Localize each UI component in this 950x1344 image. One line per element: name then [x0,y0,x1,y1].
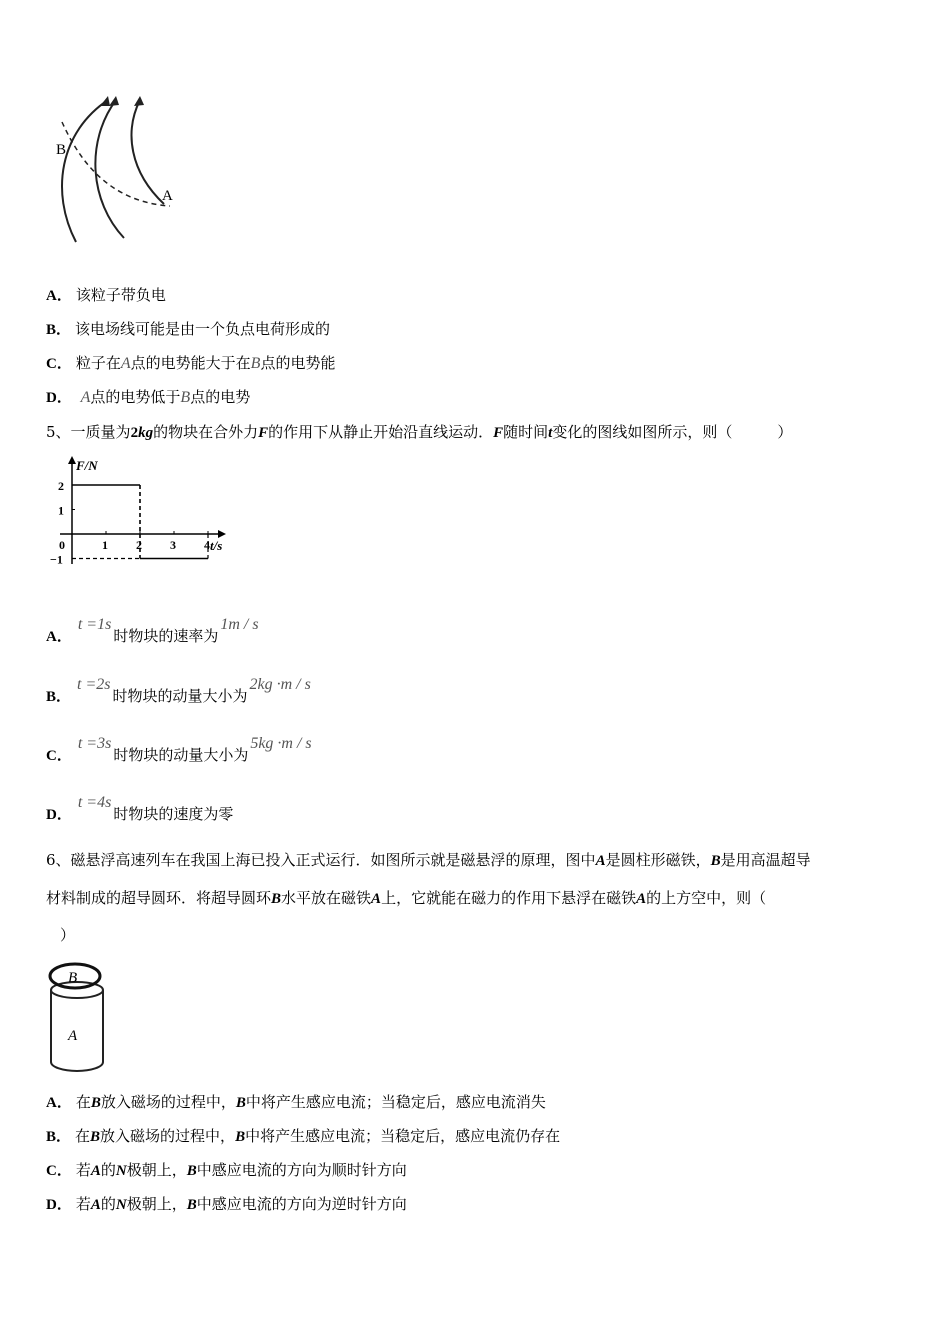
q6-stem-line2: 材料制成的超导圆环．将超导圆环B水平放在磁铁A上，它就能在磁力的作用下悬浮在磁铁A的上方空中，则（ [46,889,767,907]
q5-option-a[interactable]: A．t =1s时物块的速率为1m / s [46,616,259,645]
q6-option-c[interactable]: C． 若A的N极朝上，B中感应电流的方向为顺时针方向 [46,1161,407,1179]
label-magnet-a: A [68,1028,78,1044]
y-axis-label: F/N [76,458,98,473]
x-tick-label-1: 1 [102,538,108,552]
q5-option-c[interactable]: C．t =3s时物块的动量大小为5kg ·m / s [46,735,312,764]
x-axis-arrow [218,530,226,538]
field-lines-figure [40,92,190,252]
x-tick-label-2: 2 [136,538,142,552]
y-tick-label-0: 2 [58,479,64,493]
label-point-b: B [56,142,67,158]
x-tick-label-3: 3 [170,538,176,552]
x-tick-label-4: 4 [204,538,210,552]
field-line-2 [95,100,124,238]
q6-stem-line3: ） [60,926,76,944]
label-point-a: A [162,188,173,204]
q5-option-d[interactable]: D．t =4s时物块的速度为零 [46,794,234,823]
q4-option-c[interactable]: C． 粒子在A点的电势能大于在B点的电势能 [46,354,336,372]
arrow-head-2 [109,96,119,106]
q4-option-a[interactable]: A． 该粒子带负电 [46,286,166,304]
y-tick-label-2: −1 [50,552,63,567]
arrow-head-1 [100,96,110,106]
q5-stem: 5、一质量为2kg的物块在合外力F的作用下从静止开始沿直线运动．F随时间t变化的图线如图所示，则（ ） [46,423,793,441]
x-tick-label-0: 0 [59,538,65,552]
label-ring-b: B [68,970,78,986]
x-axis-label: t/s [210,538,223,553]
q4-option-b[interactable]: B． 该电场线可能是由一个负点电荷形成的 [46,320,331,338]
q4-option-d[interactable]: D． A点的电势低于B点的电势 [46,388,251,406]
y-tick-label-1: 1 [58,503,64,518]
field-line-3 [132,100,164,204]
y-axis-arrow [68,456,76,464]
force-time-chart [40,452,240,582]
q5-option-b[interactable]: B．t =2s时物块的动量大小为2kg ·m / s [46,676,311,705]
q6-option-d[interactable]: D． 若A的N极朝上，B中感应电流的方向为逆时针方向 [46,1195,407,1213]
q6-stem-line1: 6、磁悬浮高速列车在我国上海已投入正式运行．如图所示就是磁悬浮的原理，图中A是圆柱形磁铁，B是用高温超导 [46,851,811,869]
q6-option-a[interactable]: A． 在B放入磁场的过程中，B中将产生感应电流；当稳定后，感应电流消失 [46,1093,546,1111]
q6-option-b[interactable]: B． 在B放入磁场的过程中，B中将产生感应电流；当稳定后，感应电流仍存在 [46,1127,561,1145]
maglev-figure [44,958,108,1078]
arrow-head-3 [134,96,144,106]
field-line-1 [62,100,108,242]
